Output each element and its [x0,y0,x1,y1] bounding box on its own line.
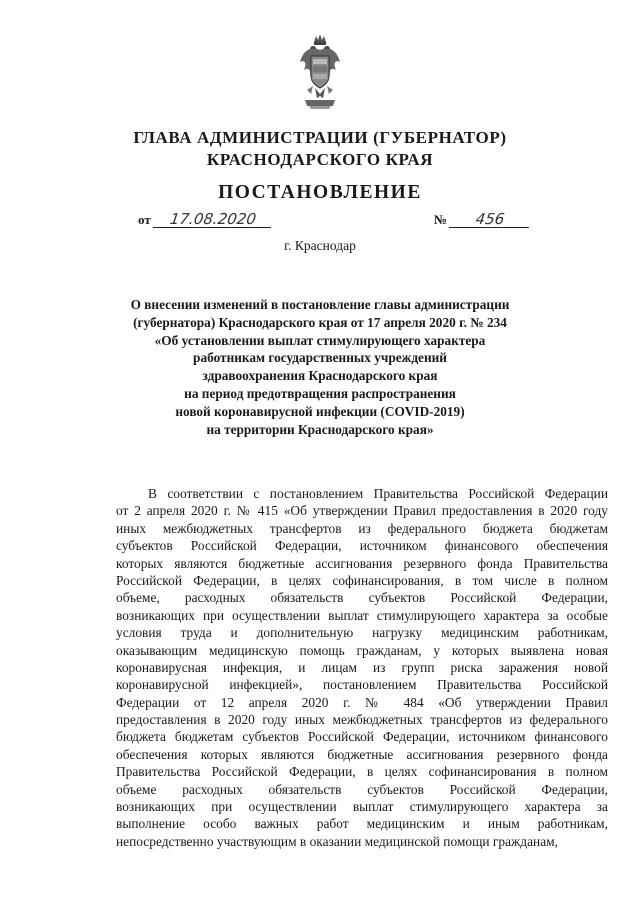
title-line: на территории Краснодарского края» [206,421,434,437]
title-line: (губернатора) Краснодарского края от 17 апреля 2020 г. № 234 [133,314,507,330]
coat-of-arms-emblem [299,32,341,110]
document-type-heading: ПОСТАНОВЛЕНИЕ [218,182,422,203]
body-line: возникающих при осуществлении выплат стимулирующего характера за [116,799,608,815]
body-line: выполнение особо важных работ медицинским и иным работникам, [116,816,608,832]
city-name: г. Краснодар [284,238,356,253]
title-line: новой коронавирусной инфекции (COVID-2019) [175,403,465,419]
title-line: здравоохранения Краснодарского края [202,368,438,384]
authority-title-line-2: КРАСНОДАРСКОГО КРАЯ [206,150,434,169]
date-handwritten: 17.08.2020 [153,211,273,228]
authority-title-line-1: ГЛАВА АДМИНИСТРАЦИИ (ГУБЕРНАТОР) [133,128,507,147]
title-line: «Об установлении выплат стимулирующего характера [154,332,486,348]
document-title [0,296,640,438]
body-line: оказывающим медицинскую помощь гражданам, у которых выявлена новая [116,642,608,658]
body-line: субъектов Российской Федерации, источником финансового обеспечения [116,538,608,554]
body-line: Правительства Российской Федерации, в целях софинансирования в полном [116,764,608,780]
date-prefix: от [138,212,151,227]
title-line: работникам государственных учреждений [193,350,447,366]
title-line: О внесении изменений в постановление главы администрации [130,297,510,312]
body-line: возникающих при осуществлении выплат стимулирующего характера за особые [116,607,608,623]
number-prefix: № [434,212,448,227]
body-paragraph [116,485,608,850]
body-line: Федерации от 12 апреля 2020 г. № 484 «Об утверждении Правил [116,694,608,710]
date-line [138,211,272,228]
body-line: объеме расходных обязательств субъектов Российской Федерации, [116,781,608,797]
body-line: от 2 апреля 2020 г. № 415 «Об утверждении Правил предоставления в 2020 году [116,503,608,519]
number-handwritten: 456 [449,211,531,228]
body-line: иных межбюджетных трансфертов из федерального бюджета бюджетам [116,520,608,536]
body-line: условия труда и дополнительную нагрузку медицинским работникам, [116,625,608,641]
number-line [434,211,530,228]
body-line: Российской Федерации, в целях софинансирования, в том числе в полном [116,572,608,588]
body-line: бюджета бюджетам субъектов Российской Федерации, источником финансового [116,729,608,745]
title-line: на период предотвращения распространения [184,385,456,401]
body-line: обеспечения которых являются бюджетные ассигнования резервного фонда [116,746,608,762]
body-line: объеме, расходных обязательств субъектов Российской Федерации, [116,590,608,606]
body-line: непосредственно участвующим в оказании медицинской помощи гражданам, [116,833,558,849]
body-line: которых являются бюджетные ассигнования резервного фонда Правительства [116,555,608,571]
body-line: коронавирусная инфекция, и лицам из групп риска заражения новой [116,659,608,675]
body-line: предоставления в 2020 году иных межбюджетных трансфертов из федерального [116,712,608,728]
body-line: В соответствии с постановлением Правительства Российской Федерации [148,486,608,501]
body-line: коронавирусной инфекцией», постановлением Правительства Российской [116,677,608,693]
